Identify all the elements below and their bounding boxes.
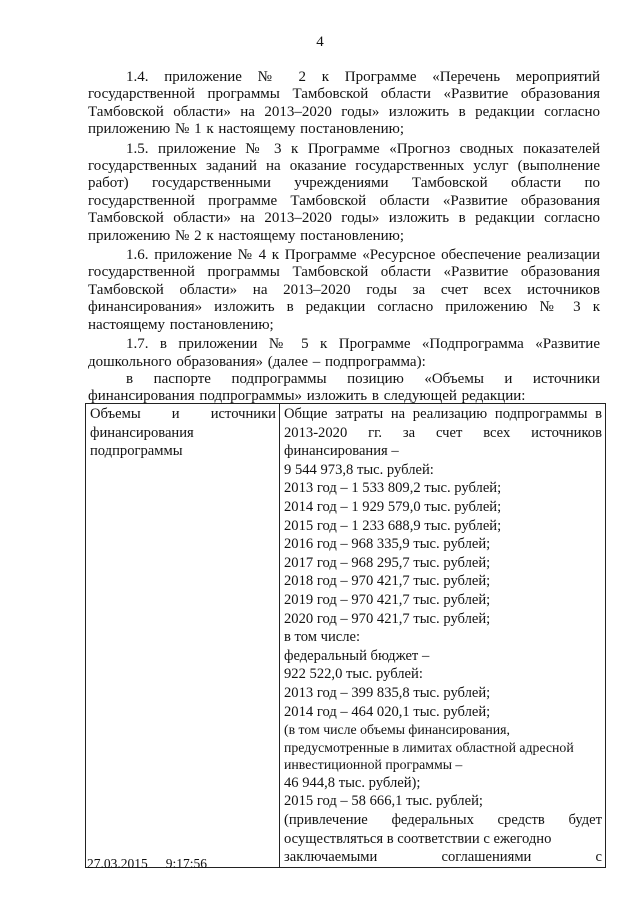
funding-year-line: 2015 год – 1 233 688,9 тыс. рублей; [284, 517, 502, 534]
table-cell-values [280, 404, 606, 868]
paragraph-1-6: 1.6. приложение № 4 к Программе «Ресурсное обеспечение реализации государственной программы Тамбовской области «Развитие образования Тамбовской области» на 2013–2020 годы за счет всех источников финансирования» изложить в редакции согласно приложению № 3 к настоящему постановлению; [88, 247, 600, 333]
table-cell-label [86, 404, 280, 868]
funding-table [85, 403, 606, 868]
paragraph-1-5: 1.5. приложение № 3 к Программе «Прогноз сводных показателей государственных заданий на оказание государственных услуг (выполнение работ) государственными учреждениями Тамбовской области по государственной программе Тамбовской области «Развитие образования Тамбовской области» на 2013–2020 годы» изложить в редакции согласно приложению № 2 к настоящему постановлению; [88, 140, 600, 244]
federal-funds-note: (привлечение федеральных средств будет осуществляться в соответствии с ежегодно [284, 812, 602, 847]
footer-time: 9:17:56 [165, 856, 208, 871]
investment-program-amount: 46 944,8 тыс. рублей); [284, 774, 421, 791]
federal-year-line: 2013 год – 399 835,8 тыс. рублей; [284, 684, 491, 701]
federal-budget-amount: 922 522,0 тыс. рублей: [284, 666, 423, 683]
table-row [86, 404, 606, 868]
funding-year-line: 2018 год – 970 421,7 тыс. рублей; [284, 573, 491, 590]
funding-year-line: 2013 год – 1 533 809,2 тыс. рублей; [284, 480, 502, 497]
funding-total-amount: 9 544 973,8 тыс. рублей: [284, 461, 434, 478]
funding-year-line: 2020 год – 970 421,7 тыс. рублей; [284, 610, 491, 627]
federal-year-line: 2014 год – 464 020,1 тыс. рублей; [284, 703, 491, 720]
funding-total-heading: Общие затраты на реализацию подпрограммы в 2013-2020 гг. за счет всех источников финансирования – [284, 406, 602, 460]
footer-date: 27.03.2015 [87, 856, 148, 871]
paragraph-passport: в паспорте подпрограммы позицию «Объемы и источники финансирования подпрограммы» изложить в следующей редакции: [88, 370, 600, 405]
funding-year-line: 2016 год – 968 335,9 тыс. рублей; [284, 536, 491, 553]
funding-year-line: 2014 год – 1 929 579,0 тыс. рублей; [284, 498, 502, 515]
document-body [88, 69, 600, 406]
including-label: в том числе: [284, 629, 361, 646]
federal-budget-label: федеральный бюджет – [284, 647, 430, 664]
federal-year-line: 2015 год – 58 666,1 тыс. рублей; [284, 793, 483, 810]
paragraph-1-4: 1.4. приложение № 2 к Программе «Перечень мероприятий государственной программы Тамбовской области «Развитие образования Тамбовской области» на 2013–2020 годы» изложить в редакции согласно приложению № 1 к настоящему постановлению; [88, 69, 600, 138]
investment-program-note: (в том числе объемы финансирования, предусмотренные в лимитах областной адресной инвестиционной программы – [284, 722, 574, 773]
agreements-line: заключаемыми соглашениями с [284, 849, 602, 866]
funding-label: Объемы и источники финансирования подпрограммы [90, 406, 276, 460]
page-number: 4 [316, 34, 324, 50]
document-footer [87, 856, 207, 872]
funding-year-line: 2019 год – 970 421,7 тыс. рублей; [284, 591, 491, 608]
paragraph-1-7: 1.7. в приложении № 5 к Программе «Подпрограмма «Развитие дошкольного образования» (далее – подпрограмма): [88, 336, 600, 370]
funding-year-line: 2017 год – 968 295,7 тыс. рублей; [284, 554, 491, 571]
